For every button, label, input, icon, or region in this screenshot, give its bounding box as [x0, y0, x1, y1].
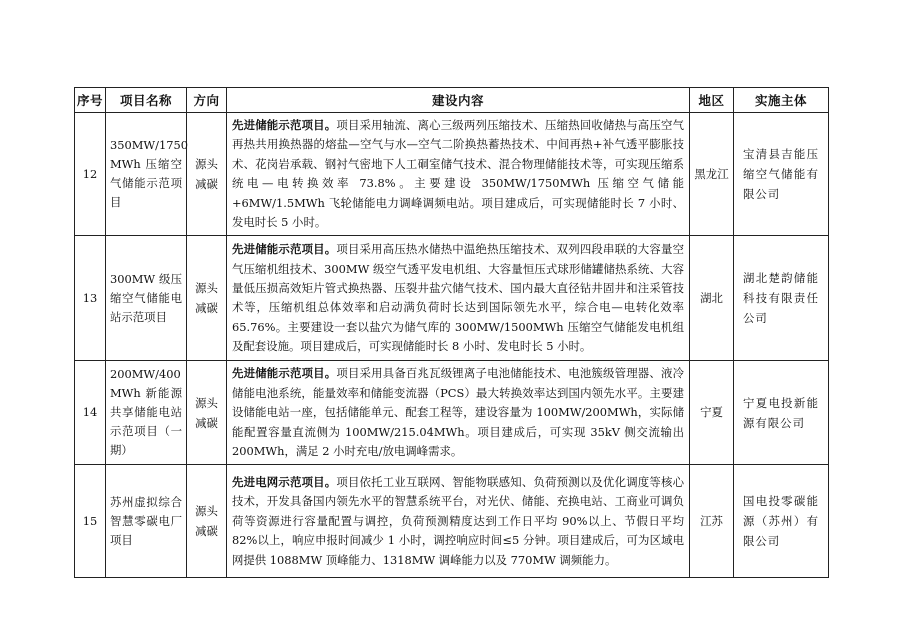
row-content	[227, 113, 690, 236]
header-seq: 序号	[75, 88, 106, 113]
header-content: 建设内容	[227, 88, 690, 113]
row-direction: 源头减碳	[187, 113, 227, 236]
table-row	[75, 236, 829, 361]
content-title: 先进电网示范项目。	[232, 474, 337, 489]
table-row	[75, 361, 829, 465]
row-region: 黑龙江	[690, 113, 734, 236]
content-body: 项目采用轴流、离心三级两列压缩技术、压缩热回收储热与高压空气再热共用换热器的熔盐—空气与水—空气二阶换热蓄热技术、中间再热+补气透平膨胀技术、花岗岩承载、钢衬气密地下人工硐室储气技术、混合物理储能技术等，可实现压缩系统电—电转换效率 73.8%。主要建设 350MW/1750MWh 压缩空气储能+6MW/1.5MWh 飞轮储能电力调峰调频电站。项目建成后，可实现储能时长 7 小时、发电时长 5 小时。	[232, 118, 684, 230]
row-org: 宁夏电投新能源有限公司	[734, 361, 829, 465]
row-org: 湖北楚韵储能科技有限责任公司	[734, 236, 829, 361]
row-direction: 源头减碳	[187, 361, 227, 465]
header-region: 地区	[690, 88, 734, 113]
row-region: 宁夏	[690, 361, 734, 465]
header-org: 实施主体	[734, 88, 829, 113]
row-seq: 15	[75, 465, 106, 578]
row-content	[227, 465, 690, 578]
row-project-name: 苏州虚拟综合智慧零碳电厂项目	[106, 465, 187, 578]
table-header-row	[75, 88, 829, 113]
table-row	[75, 113, 829, 236]
row-org: 国电投零碳能源（苏州）有限公司	[734, 465, 829, 578]
row-org: 宝清县吉能压缩空气储能有限公司	[734, 113, 829, 236]
row-direction: 源头减碳	[187, 236, 227, 361]
row-region: 湖北	[690, 236, 734, 361]
content-body: 项目采用高压热水储热中温绝热压缩技术、双列四段串联的大容量空气压缩机组技术、300MW 级空气透平发电机组、大容量恒压式球形储罐储热系统、大容量低压损高效矩片管式换热器、压裂井盐穴储气技术、国内最大直径钻井固井和注采管技术等，压缩机组总体效率和启动满负荷时长达到国际领先水平，综合电—电转化效率 65.76%。主要建设一套以盐穴为储气库的 300MW/1500MWh 压缩空气储能发电机组及配套设施。项目建成后，可实现储能时长 8 小时、发电时长 5 小时。	[232, 242, 684, 354]
content-body: 项目采用具备百兆瓦级锂离子电池储能技术、电池簇级管理器、液冷储能电池系统，能量效率和储能变流器（PCS）最大转换效率达到国内领先水平。主要建设储能电站一座，包括储能单元、配套工程等，建设容量为 100MW/200MWh，实际储能配置容量直流侧为 100MW/215.04MWh。项目建成后，可实现 35kV 侧交流输出 200MWh，满足 2 小时充电/放电调峰需求。	[232, 366, 684, 459]
content-body: 项目依托工业互联网、智能物联感知、负荷预测以及优化调度等核心技术，开发具备国内领先水平的智慧系统平台，对光伏、储能、充换电站、工商业可调负荷等资源进行容量配置与调控，负荷预测精度达到工作日平均 90%以上、节假日平均 82%以上，响应申报时间减少 1 小时，调控响应时间≤5 分钟。项目建成后，可为区域电网提供 1088MW 顶峰能力、1318MW 调峰能力以及 770MW 调频能力。	[232, 474, 684, 567]
content-title: 先进储能示范项目。	[232, 242, 337, 257]
row-direction: 源头减碳	[187, 465, 227, 578]
row-seq: 12	[75, 113, 106, 236]
row-project-name: 200MW/400 MWh 新能源共享储能电站示范项目（一期）	[106, 361, 187, 465]
table-row	[75, 465, 829, 578]
content-title: 先进储能示范项目。	[232, 118, 337, 132]
row-project-name: 350MW/1750 MWh 压缩空气储能示范项目	[106, 113, 187, 236]
header-direction: 方向	[187, 88, 227, 113]
row-seq: 14	[75, 361, 106, 465]
row-content	[227, 236, 690, 361]
content-title: 先进储能示范项目。	[232, 366, 337, 381]
row-project-name: 300MW 级压缩空气储能电站示范项目	[106, 236, 187, 361]
row-content	[227, 361, 690, 465]
row-seq: 13	[75, 236, 106, 361]
project-table	[74, 87, 829, 578]
row-region: 江苏	[690, 465, 734, 578]
header-project-name: 项目名称	[106, 88, 187, 113]
